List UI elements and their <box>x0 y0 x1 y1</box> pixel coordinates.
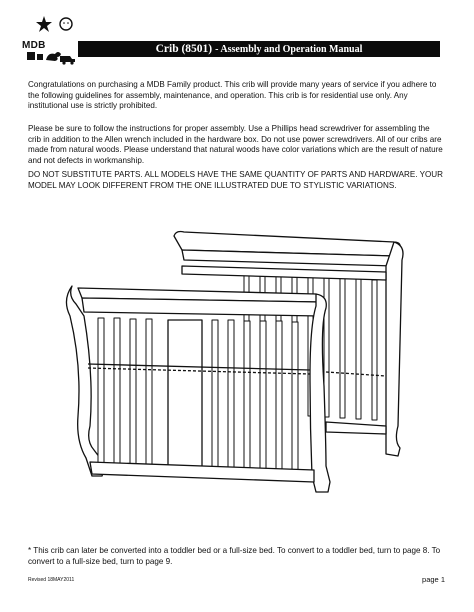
document-title: Crib (8501) <box>155 43 213 55</box>
title-bar <box>78 41 440 57</box>
conversion-footnote: * This crib can later be converted into a toddler bed or a full-size bed. To convert to a toddler bed, turn to page 8. To convert to a full-size bed, turn to page 9. <box>28 546 441 566</box>
duck-icon <box>46 52 61 61</box>
car-icon <box>60 56 75 62</box>
document-subtitle: - Assembly and Operation Manual <box>215 43 363 55</box>
parts-warning-paragraph: DO NOT SUBSTITUTE PARTS. ALL MODELS HAVE THE SAME QUANTITY OF PARTS AND HARDWARE. YOUR MODEL MAY LOOK DIFFERENT FROM THE ONE ILLUSTRATED DUE TO STYLISTIC VARIATIONS. <box>28 170 443 190</box>
brand-label: MDB <box>22 40 46 51</box>
crib-illustration <box>64 226 414 506</box>
block-icon <box>27 52 35 60</box>
star-icon <box>36 16 52 32</box>
assembly-paragraph: Please be sure to follow the instructions for proper assembly. Use a Phillips head screwdriver for assembling the crib in addition to the Allen wrench included in the hardware box. Do not use power screwdrivers. All of our cribs are made from natural woods. Please understand that natural woods have color variations which are the result of nature and not defects in workmanship. <box>28 124 443 165</box>
revision-date: Revised 18MAY2011 <box>28 577 75 583</box>
baby-face-icon <box>60 18 72 30</box>
intro-paragraph: Congratulations on purchasing a MDB Family product. This crib will provide many years of service if you adhere to the following guidelines for assembly, maintenance, and operation. This crib is for residential use only. Any institutional use is strictly prohibited. <box>28 80 437 111</box>
page-number: page 1 <box>422 575 445 584</box>
